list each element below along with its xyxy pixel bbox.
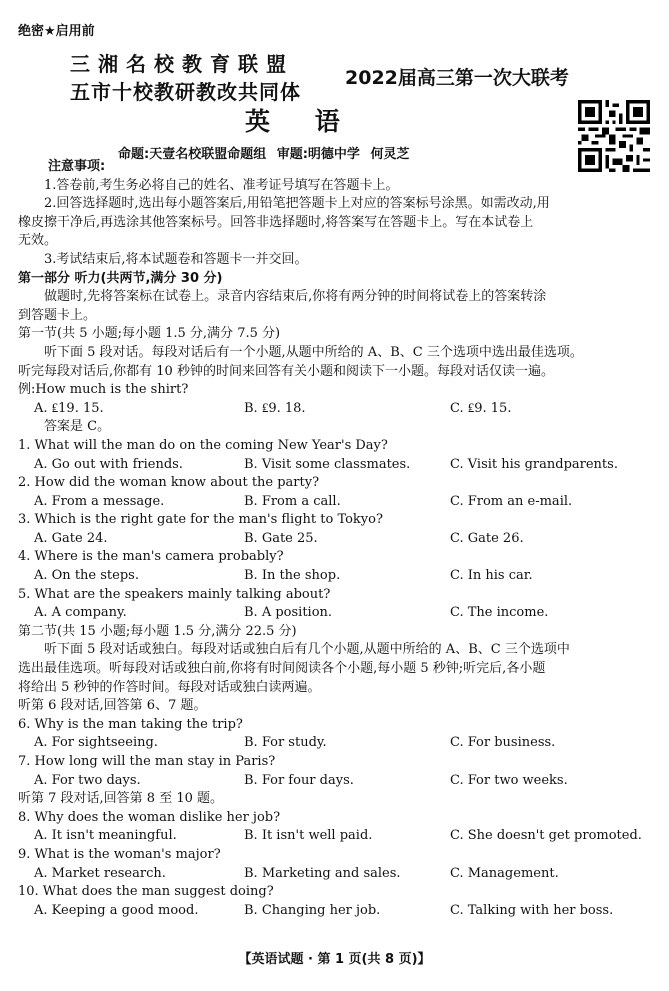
credits-setter: 命题:天壹名校联盟命题组: [118, 147, 267, 162]
question-options: [18, 604, 658, 623]
question: 6. Why is the man taking the trip?: [18, 716, 243, 732]
part1-title: 第一部分 听力(共两节,满分 30 分): [18, 270, 223, 286]
part1-intro: 做题时,先将答案标在试卷上。录音内容结束后,你将有两分钟的时间将试卷上的答案转涂: [44, 289, 547, 305]
notice-item: 3.考试结束后,将本试题卷和答题卡一并交回。: [44, 251, 308, 267]
option-c: C. For two weeks.: [450, 772, 568, 788]
page-footer: 【英语试题 · 第 1 页(共 8 页)】: [238, 952, 431, 967]
option-b: B. For study.: [244, 735, 327, 751]
section2-intro: 将给出 5 秒钟的作答时间。每段对话或独白读两遍。: [18, 679, 321, 695]
question: 8. Why does the woman dislike her job?: [18, 809, 281, 825]
option-b: B. ₤9. 18.: [244, 400, 306, 416]
option-a: A. Gate 24.: [34, 530, 108, 546]
example-answer: 答案是 C。: [44, 419, 111, 435]
question: 7. How long will the man stay in Paris?: [18, 754, 276, 769]
confidential-label: 绝密★启用前: [18, 24, 95, 39]
question-options: [18, 827, 658, 846]
section2-title: 第二节(共 15 小题;每小题 1.5 分,满分 22.5 分): [18, 623, 297, 639]
group-instruction: 听第 7 段对话,回答第 8 至 10 题。: [18, 791, 224, 807]
option-a: A. From a message.: [34, 493, 165, 509]
question-options: [18, 530, 658, 549]
notice-item: 橡皮擦干净后,再选涂其他答案标号。回答非选择题时,将答案写在答题卡上。写在本试卷上: [18, 214, 534, 230]
example-options: [18, 400, 658, 419]
notice-item: 2.回答选择题时,选出每小题答案后,用铅笔把答题卡上对应的答案标号涂黑。如需改动,用: [44, 196, 550, 212]
question: 10. What does the man suggest doing?: [18, 884, 274, 900]
section1-title: 第一节(共 5 小题;每小题 1.5 分,满分 7.5 分): [18, 326, 281, 342]
option-b: B. It isn't well paid.: [244, 828, 373, 844]
notice-item: 1.答卷前,考生务必将自己的姓名、准考证号填写在答题卡上。: [44, 177, 399, 193]
option-b: B. Marketing and sales.: [244, 865, 401, 881]
option-a: A. For sightseeing.: [34, 735, 158, 751]
option-b: B. In the shop.: [244, 568, 341, 584]
option-c: C. The income.: [450, 605, 549, 621]
option-c: C. For business.: [450, 735, 556, 751]
section1-intro: 听下面 5 段对话。每段对话后有一个小题,从题中所给的 A、B、C 三个选项中选出最佳选项。: [44, 344, 583, 360]
question-options: [18, 734, 658, 753]
option-a: A. It isn't meaningful.: [34, 828, 177, 844]
section1-intro: 听完每段对话后,你都有 10 秒钟的时间来回答有关小题和阅读下一小题。每段对话仅读一遍。: [18, 363, 554, 379]
union-names: [70, 50, 301, 106]
question-options: [18, 902, 658, 921]
option-c: C. In his car.: [450, 568, 533, 584]
option-a: A. For two days.: [34, 772, 141, 788]
subject-title: 英 语: [245, 107, 358, 136]
credits-reviewer: 审题:明德中学: [276, 147, 360, 162]
notice-title: 注意事项:: [48, 159, 106, 174]
option-c: C. Management.: [450, 865, 559, 881]
part1-intro: 到答题卡上。: [18, 307, 97, 323]
question: 2. How did the woman know about the party?: [18, 475, 320, 491]
question-options: [18, 493, 658, 512]
question-options: [18, 456, 658, 475]
option-b: B. Visit some classmates.: [244, 456, 411, 472]
group-instruction: 听第 6 段对话,回答第 6、7 题。: [18, 698, 207, 714]
option-b: B. For four days.: [244, 772, 354, 788]
question-options: [18, 865, 658, 884]
exam-title: 2022届高三第一次大联考: [345, 67, 569, 89]
section2-intro: 选出最佳选项。听每段对话或独白前,你将有时间阅读各个小题,每小题 5 秒钟;听完后,各小题: [18, 661, 546, 677]
option-c: C. She doesn't get promoted.: [450, 828, 642, 844]
question: 9. What is the woman's major?: [18, 846, 221, 862]
option-c: C. From an e-mail.: [450, 493, 573, 509]
union-line-2: 五市十校教研教改共同体: [70, 80, 301, 104]
option-a: A. A company.: [34, 605, 127, 621]
option-a: A. ₤19. 15.: [34, 400, 104, 416]
option-c: C. Talking with her boss.: [450, 902, 614, 918]
example-question: 例:How much is the shirt?: [18, 382, 189, 398]
question: 3. Which is the right gate for the man's flight to Tokyo?: [18, 512, 383, 528]
credits-name: 何灵芝: [370, 147, 410, 162]
option-a: A. Keeping a good mood.: [34, 902, 199, 918]
option-c: C. ₤9. 15.: [450, 400, 512, 416]
option-c: C. Gate 26.: [450, 530, 524, 546]
option-b: B. A position.: [244, 605, 333, 621]
option-b: B. Gate 25.: [244, 530, 318, 546]
notice-item: 无效。: [18, 233, 58, 249]
option-a: A. On the steps.: [34, 568, 139, 584]
option-b: B. From a call.: [244, 493, 341, 509]
question: 1. What will the man do on the coming New Year's Day?: [18, 437, 388, 453]
union-line-1: 三湘名校教育联盟: [70, 52, 294, 76]
option-b: B. Changing her job.: [244, 902, 381, 918]
question-options: [18, 567, 658, 586]
option-a: A. Market research.: [34, 865, 166, 881]
option-a: A. Go out with friends.: [34, 456, 183, 472]
option-c: C. Visit his grandparents.: [450, 456, 618, 472]
section2-intro: 听下面 5 段对话或独白。每段对话或独白后有几个小题,从题中所给的 A、B、C 三个选项中: [44, 642, 570, 658]
exam-body: [18, 158, 658, 920]
question: 4. Where is the man's camera probably?: [18, 549, 284, 565]
question: 5. What are the speakers mainly talking about?: [18, 586, 331, 602]
question-options: [18, 772, 658, 791]
